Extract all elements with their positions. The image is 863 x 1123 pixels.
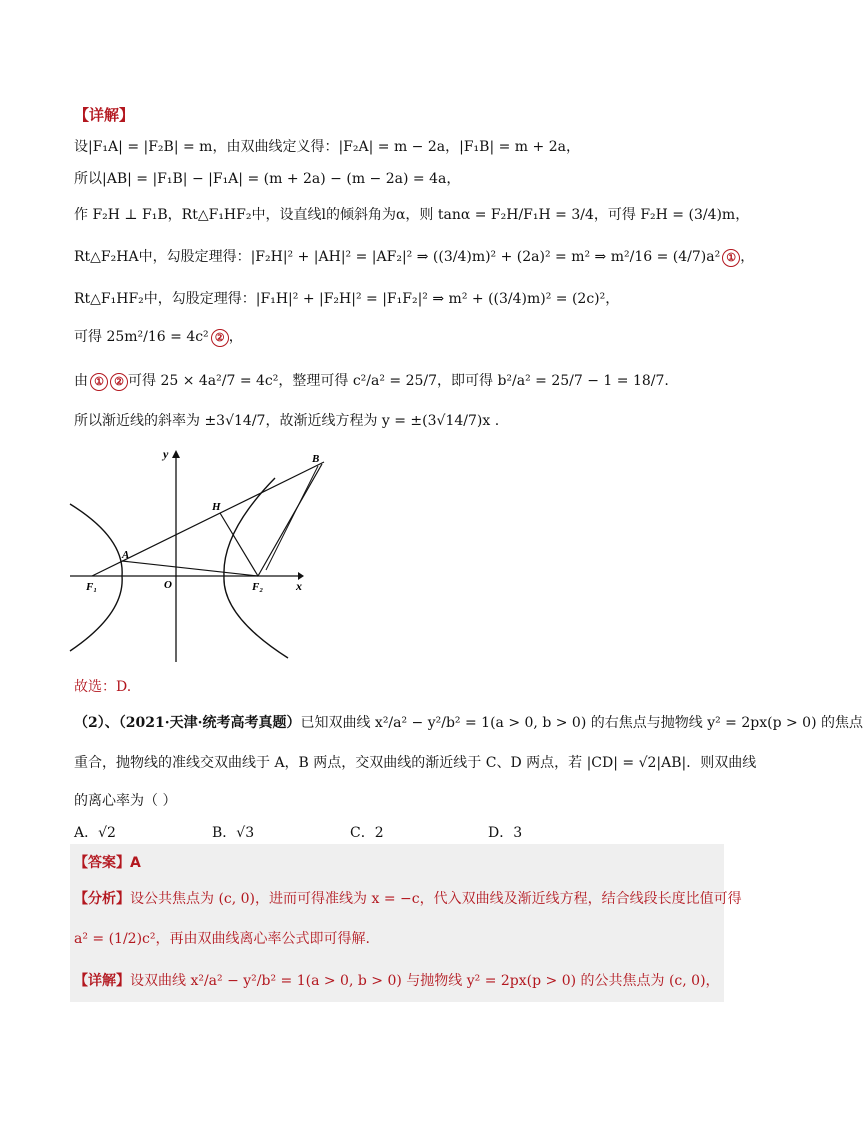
hyperbola-right-branch: [224, 478, 288, 658]
label-F2: F₂: [252, 581, 264, 593]
answer-choice-line: 故选：D.: [74, 679, 132, 695]
hyperbola-figure: [70, 446, 340, 664]
label-O: O: [164, 579, 172, 591]
solution-line-1: 设|F₁A| = |F₂B| = m，由双曲线定义得：|F₂A| = m − 2a，|F₁B| = m + 2a，: [74, 139, 580, 155]
equation-mark-1: ①: [722, 249, 740, 267]
line-B-F2-inner: [266, 466, 318, 570]
equation-mark-2: ②: [211, 329, 229, 347]
label-B: B: [312, 453, 320, 465]
solution-line-4-end: ，: [740, 249, 755, 265]
solution-line-8: 所以渐近线的斜率为 ±3√14/7，故渐近线方程为 y = ±(3√14/7)x .: [74, 413, 500, 429]
label-H: H: [212, 501, 221, 513]
option-a: A．√2: [74, 825, 116, 841]
solution-line-4: [74, 246, 754, 267]
solution-line-4-text: Rt△F₂HA中，勾股定理得：|F₂H|² + |AH|² = |AF₂|² ⇒ ((3/4)m)² + (2a)² = m² ⇒ m²/16 = (4/7)a²: [74, 249, 721, 265]
analysis-label: 【分析】: [74, 891, 130, 907]
question-line-3: 的离心率为（ ）: [74, 793, 177, 809]
line-A-F2: [122, 561, 258, 576]
detail2-line: [74, 970, 720, 990]
option-b: B．√3: [212, 825, 255, 841]
answer-line: [74, 852, 141, 872]
solution-line-3: 作 F₂H ⊥ F₁B，Rt△F₁HF₂中，设直线l的倾斜角为α，则 tanα = F₂H/F₁H = 3/4，可得 F₂H = (3/4)m，: [74, 207, 750, 223]
solution-line-7-text: 可得 25 × 4a²/7 = 4c²，整理可得 c²/a² = 25/7，即可得 b²/a² = 25/7 − 1 = 18/7.: [128, 373, 669, 389]
analysis-line-1: [74, 888, 742, 908]
label-A: A: [122, 549, 130, 561]
question-line-1: [74, 712, 863, 732]
question-line-2: 重合，抛物线的准线交双曲线于 A，B 两点，交双曲线的渐近线于 C、D 两点，若 |CD| = √2|AB|．则双曲线: [74, 755, 757, 771]
solution-line-7: [74, 370, 669, 391]
label-y: y: [163, 447, 169, 461]
solution-line-6-text: 可得 25m²/16 = 4c²: [74, 329, 209, 345]
solution-line-6: [74, 326, 243, 347]
solution-line-2: 所以|AB| = |F₁B| − |F₁A| = (m + 2a) − (m − 2a) = 4a，: [74, 171, 461, 187]
analysis-text-1: 设公共焦点为 (c, 0)，进而可得准线为 x = −c，代入双曲线及渐近线方程，结合线段长度比值可得: [130, 891, 742, 907]
option-c: C．2: [350, 825, 384, 841]
solution-line-5: Rt△F₁HF₂中，勾股定理得：|F₁H|² + |F₂H|² = |F₁F₂|² ⇒ m² + ((3/4)m)² = (2c)²，: [74, 291, 620, 307]
answer-label: 【答案】: [74, 855, 130, 871]
analysis-line-2: a² = (1/2)c²，再由双曲线离心率公式即可得解.: [74, 931, 370, 947]
solution-line-7-start: 由: [74, 373, 88, 389]
solution-line-6-end: ，: [228, 329, 243, 345]
question-source: （2021·天津·统考高考真题）: [118, 715, 301, 731]
detail2-label: 【详解】: [74, 973, 130, 989]
answer-value: A: [130, 855, 141, 871]
question-prefix: （2）、: [74, 715, 119, 731]
detail-heading: 【详解】: [74, 106, 135, 124]
question-text-1: 已知双曲线 x²/a² − y²/b² = 1(a > 0, b > 0) 的右焦点与抛物线 y² = 2px(p > 0) 的焦点: [300, 715, 863, 731]
label-x: x: [296, 579, 302, 593]
options-row: [74, 822, 724, 842]
hyperbola-left-branch: [70, 504, 122, 651]
equation-mark-ref-1: ①: [90, 373, 108, 391]
y-axis-arrow: [172, 450, 180, 458]
equation-mark-ref-2: ②: [110, 373, 128, 391]
line-B-F2: [258, 464, 322, 576]
label-F1: F₁: [86, 581, 98, 593]
detail2-text: 设双曲线 x²/a² − y²/b² = 1(a > 0, b > 0) 与抛物线 y² = 2px(p > 0) 的公共焦点为 (c, 0)，: [130, 973, 720, 989]
option-d: D．3: [488, 825, 523, 841]
